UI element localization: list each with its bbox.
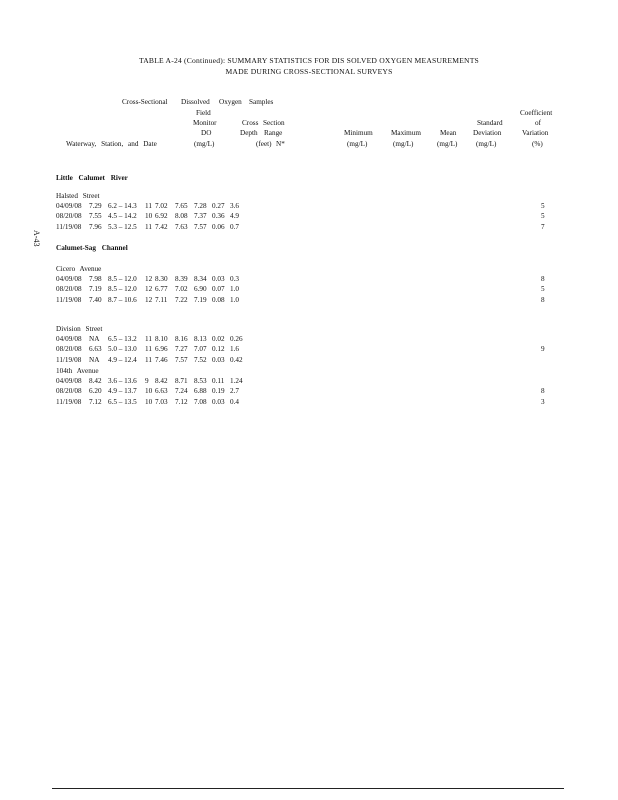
cell-n: 11 [145,345,152,353]
cell-mean: 8.13 [194,334,207,343]
table-row [0,297,618,306]
header-variation: Variation [522,129,549,137]
header-oxygen: Oxygen [219,98,242,106]
table-row [0,224,618,233]
header-mean-units: (mg/L) [437,140,458,148]
cell-date: 11/19/08 [56,397,82,406]
cell-n: 10 [145,387,153,395]
cell-max: 7.12 [175,397,188,406]
cell-mean: 7.52 [194,355,207,364]
cell-do: 7.12 [89,397,102,406]
cell-min: 6.92 [155,212,168,220]
header-mean: Mean [440,129,457,137]
table-row [0,399,618,408]
cell-do: 7.40 [89,295,102,304]
cell-sd: 0.36 [212,212,225,220]
header-monitor: Monitor [193,119,217,127]
cell-range: 6.2 – 14.3 [108,201,137,210]
cell-sd: 0.27 [212,201,225,210]
cell-sd: 0.03 [212,397,225,406]
cell-cv-right: 9 [541,345,545,353]
cell-min: 8.30 [155,274,168,283]
cell-range: 5.3 – 12.5 [108,222,137,231]
cell-do: 7.55 [89,212,102,220]
table-row [0,213,618,222]
header-minimum-units: (mg/L) [347,140,368,148]
cell-do: 7.29 [89,201,102,210]
table-row [0,203,618,212]
cell-cv-right: 7 [541,222,545,231]
cell-date: 04/09/08 [56,201,82,210]
cell-max: 7.27 [175,345,188,353]
cell-max: 7.57 [175,355,188,364]
cell-cv-right: 5 [541,212,545,220]
cell-sd: 0.08 [212,295,225,304]
cell-max: 7.63 [175,222,188,231]
waterway-heading: Calumet-Sag Channel [56,244,128,252]
cell-range: 6.5 – 13.5 [108,397,137,406]
table-row [0,357,618,366]
table-row [0,336,618,345]
header-range: Range [264,129,283,137]
cell-range: 5.0 – 13.0 [108,345,137,353]
header-samples: Samples [249,98,274,106]
cell-do: NA [89,334,100,343]
cell-cv: 1.24 [230,376,243,385]
header-n: N* [276,140,285,148]
cell-date: 08/20/08 [56,212,82,220]
cell-cv: 2.7 [230,387,239,395]
table-row [0,388,618,397]
cell-n: 11 [145,334,152,343]
cell-cv: 1.6 [230,345,239,353]
cell-mean: 7.07 [194,345,207,353]
cell-max: 7.22 [175,295,188,304]
cell-min: 7.42 [155,222,168,231]
waterway-heading: Little Calumet River [56,174,128,182]
cell-sd: 0.02 [212,334,225,343]
cell-max: 7.24 [175,387,188,395]
cell-cv: 3.6 [230,201,239,210]
header-section: Section [263,119,285,127]
cell-range: 8.5 – 12.0 [108,274,137,283]
cell-n: 11 [145,201,152,210]
cell-n: 11 [145,222,152,231]
cell-range: 4.9 – 12.4 [108,355,137,364]
cell-cv: 4.9 [230,212,239,220]
header-coefficient: Coefficient [520,109,553,117]
table-title-line-1: TABLE A-24 (Continued): SUMMARY STATISTICS FOR DIS SOLVED OXYGEN MEASUREMENTS [139,56,479,65]
cell-max: 8.08 [175,212,188,220]
cell-n: 10 [145,397,153,406]
cell-range: 3.6 – 13.6 [108,376,137,385]
cell-max: 7.65 [175,201,188,210]
cell-n: 12 [145,285,153,293]
header-dissolved: Dissolved [181,98,210,106]
table-row [0,286,618,295]
cell-min: 6.63 [155,387,168,395]
cell-sd: 0.03 [212,274,225,283]
cell-n: 9 [145,376,149,385]
cell-date: 08/20/08 [56,387,82,395]
cell-n: 10 [145,212,153,220]
cell-cv-right: 8 [541,295,545,304]
cell-max: 8.39 [175,274,188,283]
header-deviation: Deviation [473,129,502,137]
cell-cv: 0.7 [230,222,239,231]
station-heading: Halsted Street [56,192,100,200]
cell-cv-right: 5 [541,285,545,293]
cell-cv: 0.4 [230,397,239,406]
cell-cv-right: 3 [541,397,545,406]
header-cross-sectional: Cross-Sectional [122,98,168,106]
cell-mean: 7.19 [194,295,207,304]
cell-min: 7.02 [155,201,168,210]
cell-min: 7.03 [155,397,168,406]
table-row [0,346,618,355]
cell-range: 4.9 – 13.7 [108,387,137,395]
header-pct: (%) [532,140,543,148]
cell-date: 11/19/08 [56,295,82,304]
cell-min: 6.77 [155,285,168,293]
station-heading: Cicero Avenue [56,265,102,273]
cell-n: 11 [145,355,152,364]
cell-cv-right: 5 [541,201,545,210]
header-of: of [535,119,541,127]
header-feet: (feet) [256,140,272,148]
cell-date: 04/09/08 [56,274,82,283]
page-number: A-43 [32,230,41,247]
table-row [0,276,618,285]
cell-range: 8.7 – 10.6 [108,295,137,304]
cell-date: 11/19/08 [56,222,82,231]
cell-do: 8.42 [89,376,102,385]
header-do: DO [201,129,212,137]
cell-max: 7.02 [175,285,188,293]
header-minimum: Minimum [344,129,373,137]
header-do-units: (mg/L) [194,140,215,148]
cell-min: 8.10 [155,334,168,343]
cell-do: 7.98 [89,274,102,283]
table-row [0,378,618,387]
header-maximum-units: (mg/L) [393,140,414,148]
cell-cv: 1.0 [230,295,239,304]
header-standard: Standard [477,119,503,127]
header-cross: Cross [242,119,259,127]
cell-sd: 0.03 [212,355,225,364]
cell-mean: 6.88 [194,387,207,395]
cell-cv-right: 8 [541,387,545,395]
cell-mean: 7.57 [194,222,207,231]
cell-date: 04/09/08 [56,376,82,385]
cell-mean: 7.08 [194,397,207,406]
cell-mean: 8.53 [194,376,207,385]
header-sd-units: (mg/L) [476,140,497,148]
header-depth: Depth [240,129,258,137]
cell-mean: 7.37 [194,212,207,220]
cell-date: 04/09/08 [56,334,82,343]
cell-do: 6.20 [89,387,102,395]
cell-cv-right: 8 [541,274,545,283]
header-waterway-station-date: Waterway, Station, and Date [66,140,157,148]
cell-date: 11/19/08 [56,355,82,364]
cell-min: 7.46 [155,355,168,364]
cell-min: 7.11 [155,295,168,304]
cell-do: 7.19 [89,285,102,293]
cell-n: 12 [145,295,153,304]
cell-cv: 1.0 [230,285,239,293]
cell-min: 8.42 [155,376,168,385]
cell-sd: 0.11 [212,376,225,385]
header-maximum: Maximum [391,129,421,137]
cell-do: 6.63 [89,345,102,353]
cell-sd: 0.12 [212,345,225,353]
cell-do: NA [89,355,100,364]
cell-cv: 0.26 [230,334,243,343]
cell-n: 12 [145,274,153,283]
table-title-line-2: MADE DURING CROSS-SECTIONAL SURVEYS [225,67,393,76]
cell-min: 6.96 [155,345,168,353]
cell-sd: 0.06 [212,222,225,231]
cell-range: 8.5 – 12.0 [108,285,137,293]
cell-date: 08/20/08 [56,345,82,353]
header-field: Field [196,109,211,117]
cell-cv: 0.3 [230,274,239,283]
cell-range: 6.5 – 13.2 [108,334,137,343]
cell-sd: 0.07 [212,285,225,293]
cell-date: 08/20/08 [56,285,82,293]
cell-do: 7.96 [89,222,102,231]
station-heading: Division Street [56,325,103,333]
cell-sd: 0.19 [212,387,225,395]
station-heading: 104th Avenue [56,367,99,375]
footer-rule [52,788,564,789]
cell-max: 8.71 [175,376,188,385]
cell-range: 4.5 – 14.2 [108,212,137,220]
cell-mean: 7.28 [194,201,207,210]
cell-cv: 0.42 [230,355,243,364]
cell-mean: 8.34 [194,274,207,283]
cell-mean: 6.90 [194,285,207,293]
cell-max: 8.16 [175,334,188,343]
